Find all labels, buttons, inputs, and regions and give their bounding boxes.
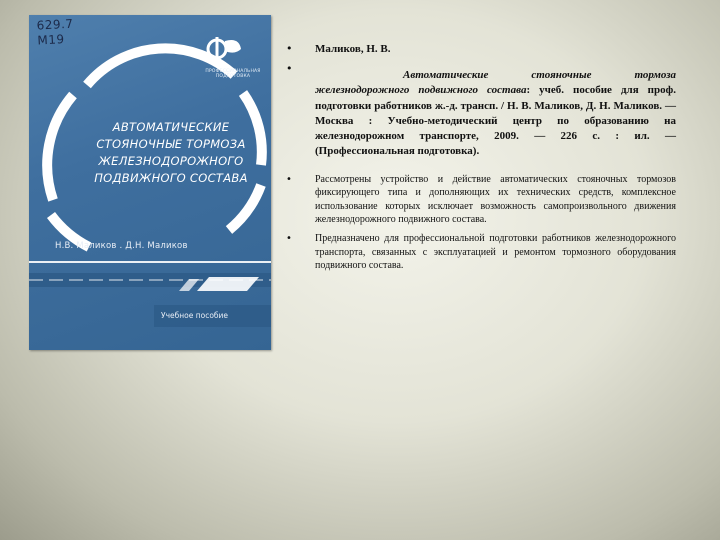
book-title: Автоматические стояночные тормоза железнодорожного подвижного состава bbox=[315, 69, 676, 97]
cover-title: АВТОМАТИЧЕСКИЕ СТОЯНОЧНЫЕ ТОРМОЗА ЖЕЛЕЗНОДОРОЖНОГО ПОДВИЖНОГО СОСТАВА bbox=[94, 120, 248, 185]
cover-arc-left bbox=[47, 95, 73, 200]
purpose-paragraph: Предназначено для профессиональной подготовки работников железнодорожного транспорта, связанных с эксплуатацией и ремонтом тормозного оборудования подвижного состава. bbox=[315, 233, 676, 272]
handwritten-call-number: 629.7 М19 bbox=[36, 16, 74, 48]
bullet-icon: • bbox=[286, 233, 292, 245]
publisher-label: ПРОФЕССИОНАЛЬНАЯ ПОДГОТОВКА bbox=[205, 69, 261, 79]
author-heading: Маликов, Н. В. bbox=[315, 43, 391, 55]
description-paragraph: Рассмотрены устройство и действие автоматических стояночных тормозов фиксирующего типа и дополняющих их технических средств, комплексное использование которых исключает возможность самопроизвольного движения железнодорожного подвижного состава. bbox=[315, 173, 676, 225]
list-item bbox=[286, 68, 676, 160]
bibliographic-details: : учеб. пособие для проф. подготовки работников ж.-д. трансп. / Н. В. Маликов, Д. Н. Маликов. — Москва : Учебно-методический центр по образованию на железнодорожном транспорте, 2009. — 226 с. : ил. — (Профессиональная подготовка). bbox=[315, 84, 677, 158]
bibliographic-record bbox=[315, 68, 676, 160]
cover-stripe bbox=[29, 261, 271, 263]
bullet-icon: • bbox=[286, 173, 292, 185]
cover-arc-bottom-right bbox=[229, 185, 261, 230]
list-item bbox=[286, 232, 676, 272]
book-description bbox=[286, 42, 676, 273]
bullet-icon: • bbox=[286, 62, 293, 75]
cover-authors: Н.В. Маликов . Д.Н. Маликов bbox=[55, 241, 188, 251]
bullet-icon: • bbox=[286, 42, 293, 55]
cover-book-type: Учебное пособие bbox=[161, 311, 229, 320]
book-cover-image bbox=[29, 15, 271, 350]
list-item bbox=[286, 42, 676, 56]
list-item bbox=[286, 173, 676, 227]
cover-arc-top bbox=[87, 48, 234, 85]
